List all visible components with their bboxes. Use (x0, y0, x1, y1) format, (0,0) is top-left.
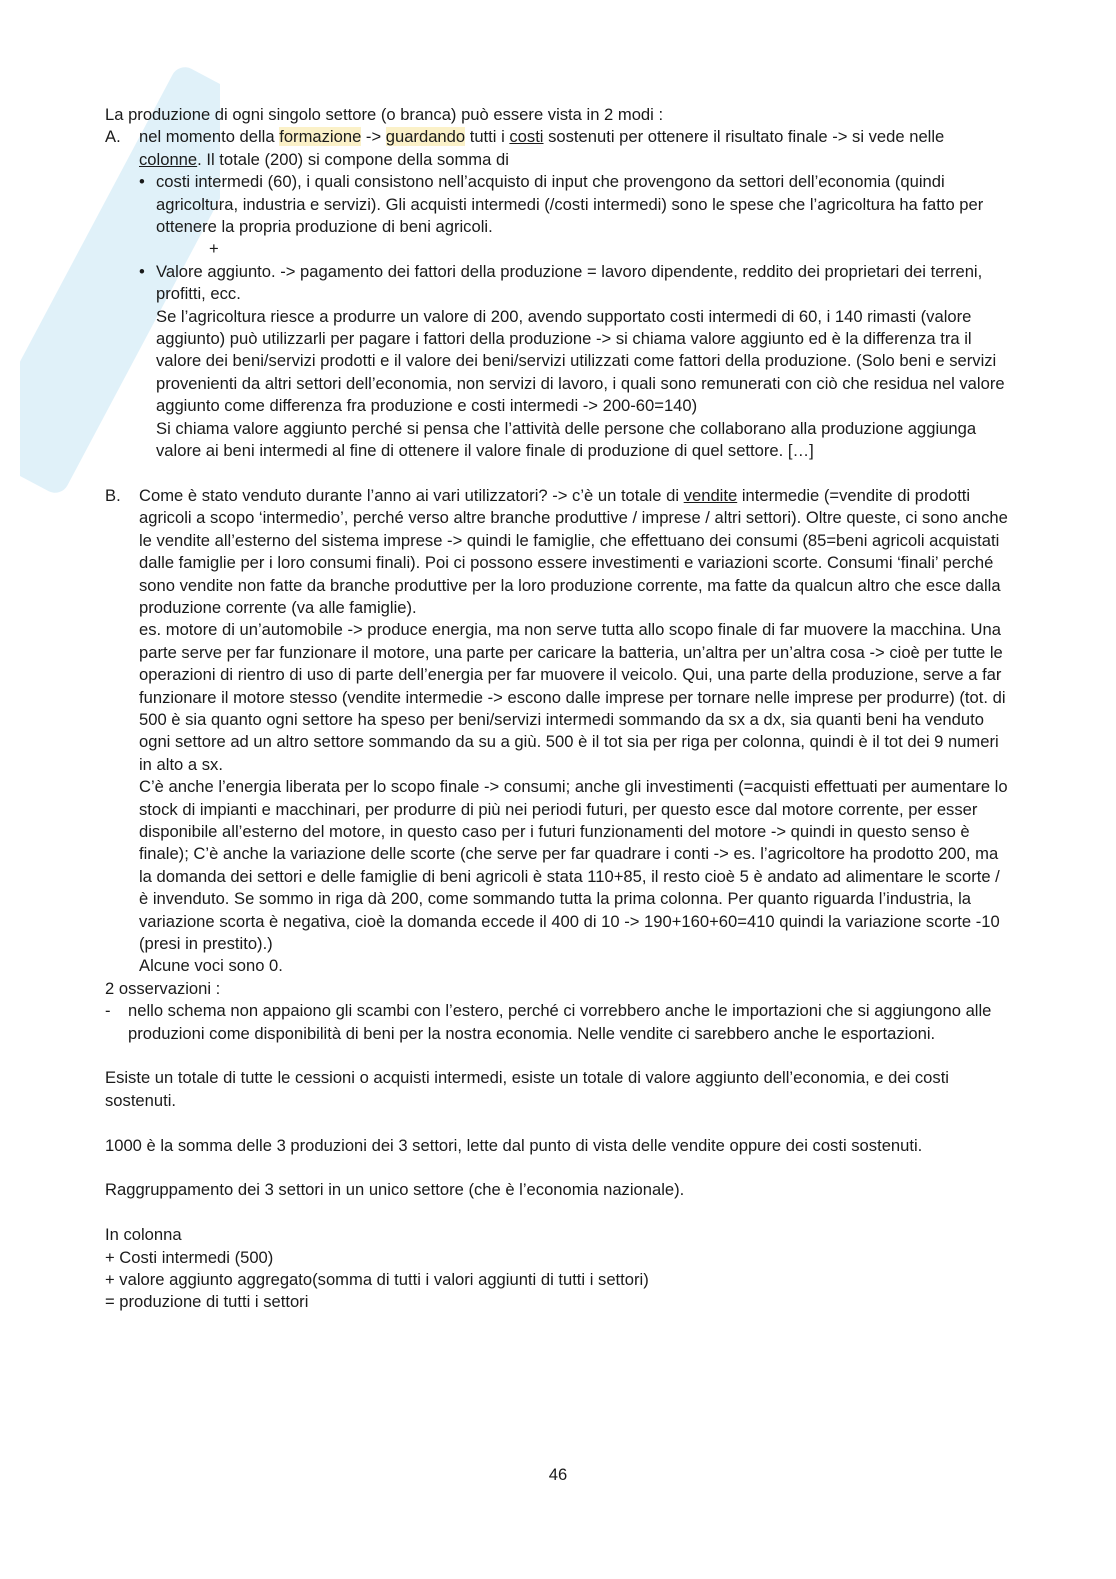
intro-line: La produzione di ogni singolo settore (o branca) può essere vista in 2 modi : (105, 105, 664, 124)
paragraph-raggruppamento: Raggruppamento dei 3 settori in un unico settore (che è l’economia nazionale). (105, 1180, 685, 1200)
highlight-guardando: guardando (385, 127, 466, 147)
document-page (105, 104, 1010, 1314)
bullet-valore-aggiunto: • Valore aggiunto. -> pagamento dei fattori della produzione = lavoro dipendente, reddito dei proprietari dei terreni, profitti, ecc. Se l’agricoltura riesce a produrre un valore di 200, avendo supportato costi intermedi di 60, i 140 rimasti (valore aggiunto) può utilizzarli per pagare i fattori della produzione -> si chiama valore aggiunto ed è la differenza tra il valore dei beni/servizi prodotti e il valore dei beni/servizi utilizzati come fattori della produzione. (Solo beni e servizi provenienti da altri settori dell’economia, non servizi di lavoro, i quali sono remunerati con ciò che residua nel valore aggiunto come differenza fra produzione e costi intermedi -> 200-60=140) Si chiama valore aggiunto perché si pensa che l’attività delle persone che collaborano alla produzione aggiunga valore ai beni intermedi al fine di ottenere il valore finale di produzione di quel settore. […] (139, 261, 1010, 463)
section-b-label: B. (105, 485, 121, 505)
example-paragraph: es. motore di un’automobile -> produce energia, ma non serve tutta allo scopo finale di far muovere la macchina. Una parte serve per far funzionare il motore, una parte per caricare la batteria, un’altra per un’altra cosa -> cioè per tutte le operazioni di rientro di uso di parte dell’energia per far muovere il veicolo. Qui, una parte della produzione, serve a far funzionare il motore stesso (vendite intermedie -> escono dalle imprese per tornare nelle imprese per produrre) (tot. di 500 è sia quanto ogni settore ha speso per beni/servizi intermedi sommando da sx a dx, sia quanti beni ha venduto ogni settore ad un altro settore sommando da su a giù. 500 è il tot sia per riga per colonna, quindi è il tot dei 9 numeri in alto a sx. (139, 620, 1006, 774)
paragraph-1000: 1000 è la somma delle 3 produzioni dei 3 settori, lette dal punto di vista delle vendite oppure dei costi sostenuti. (105, 1135, 923, 1155)
column-line-3: = produzione di tutti i settori (105, 1292, 309, 1312)
observation-item: - nello schema non appaiono gli scambi con l’estero, perché ci vorrebbero anche le importazioni che si aggiungono alle produzioni come disponibilità di beni per la nostra economia. Nelle vendite ci sarebbero anche le esportazioni. (105, 1000, 1010, 1045)
section-a-label: A. (105, 127, 121, 147)
dash-marker: - (105, 1001, 111, 1021)
plus-sign: + (209, 239, 219, 259)
column-line-2: + valore aggiunto aggregato(somma di tutti i valori aggiunti di tutti i settori) (105, 1270, 649, 1290)
underline-costi: costi (509, 127, 544, 147)
section-b (105, 485, 1010, 978)
section-a-text: nel momento della formazione -> guardando tutti i costi sostenuti per ottenere il risultato finale -> si vede nelle colonne. Il totale (200) si compone della somma di (139, 127, 945, 169)
bullet-dot: • (139, 261, 145, 281)
bullet-costi-intermedi: • costi intermedi (60), i quali consistono nell’acquisto di input che provengono da settori dell’economia (quindi agricoltura, industria e servizi). Gli acquisti intermedi (/costi intermedi) sono le spese che l’agricoltura ha fatto per ottenere la propria produzione di beni agricoli. (139, 171, 1010, 238)
column-title: In colonna (105, 1225, 182, 1245)
paragraph-totale: Esiste un totale di tutte le cessioni o acquisti intermedi, esiste un totale di valore aggiunto dell’economia, e dei costi sostenuti. (105, 1068, 949, 1110)
column-line-1: + Costi intermedi (500) (105, 1247, 274, 1267)
section-a (105, 126, 1010, 462)
page-number: 46 (548, 1465, 568, 1484)
underline-vendite: vendite (683, 485, 738, 505)
bullet-dot: • (139, 172, 145, 192)
observations-title: 2 osservazioni : (105, 978, 221, 998)
energy-paragraph: C’è anche l’energia liberata per lo scopo finale -> consumi; anche gli investimenti (=acquisti effettuati per aumentare lo stock di impianti e macchinari, per produrre di più nei periodi futuri, per questo esce dal motore corrente, per esser disponibile all’esterno del motore, in questo caso per i futuri funzionamenti del motore -> quindi in questo senso è finale); C’è anche la variazione delle scorte (che serve per far quadrare i conti -> es. l’agricoltore ha prodotto 200, ma la domanda dei settori e delle famiglie di beni agricoli è stata 110+85, il resto cioè 5 è andato ad alimentare le scorte / è invenduto. Se sommo in riga dà 200, come sommando tutta la prima colonna. Per quanto riguarda l’industria, la variazione scorta è negativa, cioè la domanda eccede il 400 di 10 -> 190+160+60=410 quindi la variazione scorte -10 (presi in prestito).) (139, 777, 1008, 954)
section-b-text: Come è stato venduto durante l’anno ai vari utilizzatori? -> c’è un totale di vendite intermedie (=vendite di prodotti agricoli a scopo ‘intermedio’, perché verso altre branche produttive / imprese / altri settori). Oltre queste, ci sono anche le vendite all’esterno del sistema imprese -> quindi le famiglie, che effettuano dei consumi (85=beni agricoli acquistati dalle famiglie per i loro consumi finali). Poi ci possono essere investimenti e variazioni scorte. Consumi ‘finali’ perché sono vendite non fatte da branche produttive per la loro produzione corrente, ma fatte da qualcun altro che esce dalla produzione corrente (va alle famiglie). (139, 485, 1008, 617)
alcune-voci: Alcune voci sono 0. (139, 956, 283, 976)
underline-colonne: colonne (139, 149, 198, 169)
highlight-formazione: formazione (279, 127, 362, 147)
